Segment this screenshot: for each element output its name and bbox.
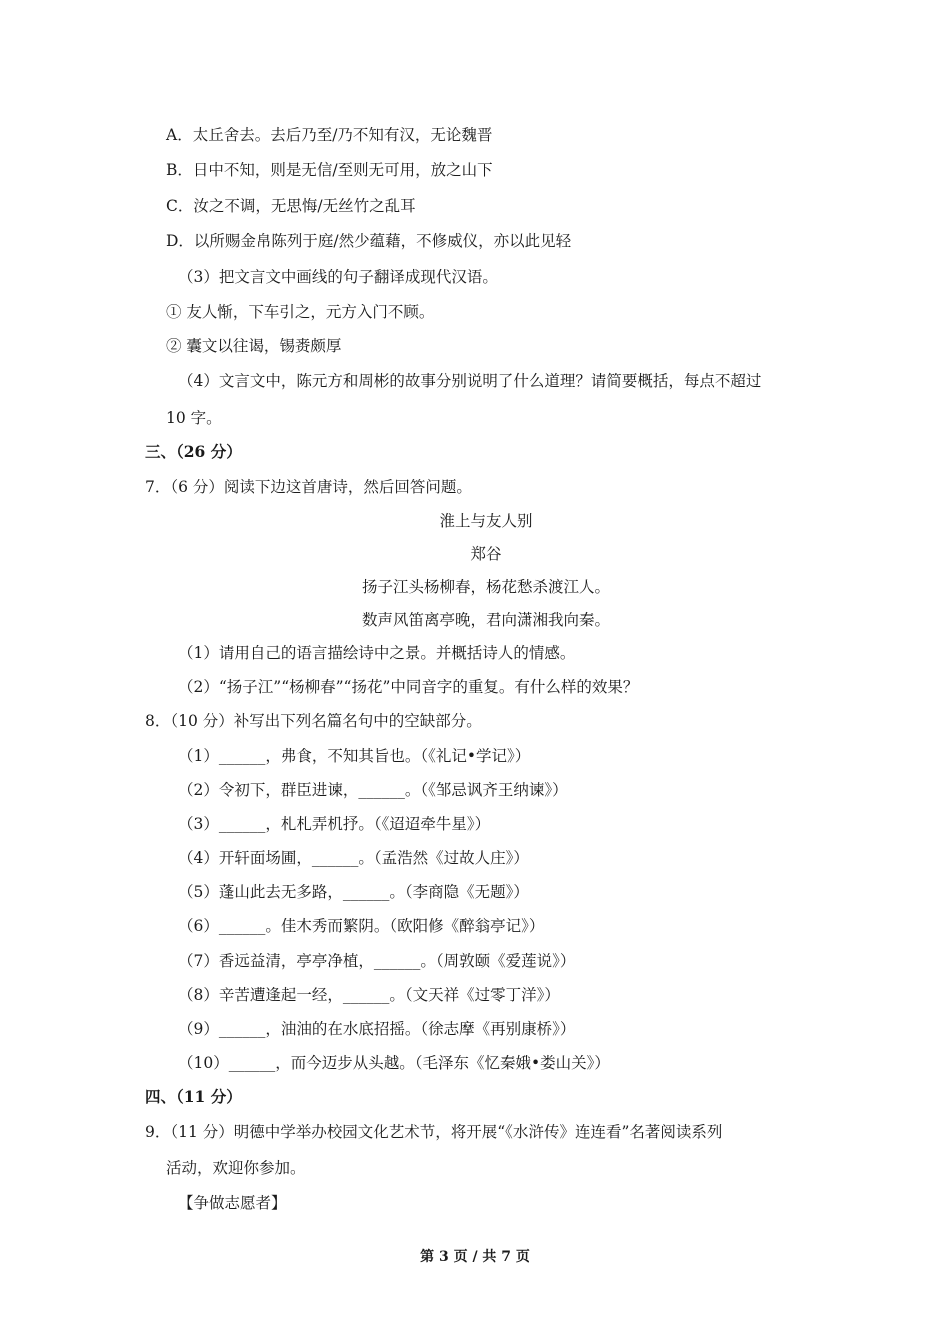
q9-stem-line2: 活动，欢迎你参加。 [166, 1159, 306, 1177]
q6-option-d: D．以所赐金帛陈列于庭/然少蕴藉，不修威仪，亦以此见轻 [166, 232, 572, 250]
q8-item: （4）开轩面场圃，______。（孟浩然《过故人庄》） [178, 849, 529, 867]
q8-item: （3）______，札札弄机抒。（《迢迢牵牛星》） [178, 815, 491, 833]
poem-author: 郑谷 [470, 545, 502, 563]
q8-item: （1）______，弗食，不知其旨也。（《礼记•学记》） [178, 747, 531, 765]
poem-line-1: 扬子江头杨柳春，杨花愁杀渡江人。 [361, 578, 610, 596]
q7-part2: （2）“扬子江”“杨柳春”“扬花”中同音字的重复。有什么样的效果？ [178, 678, 639, 696]
q9-stem-line1: 9．（11 分）明德中学举办校园文化艺术节，将开展“《水浒传》连连看”名著阅读系列 [145, 1123, 723, 1141]
q8-item: （2）令初下，群臣进谏，______。（《邹忌讽齐王纳谏》） [178, 781, 568, 799]
poem-title: 淮上与友人别 [439, 512, 533, 530]
q7-part1: （1）请用自己的语言描绘诗中之景。并概括诗人的情感。 [178, 644, 576, 662]
q8-item: （10）______，而今迈步从头越。（毛泽东《忆秦娥•娄山关》） [178, 1054, 610, 1072]
q6-part3-item2: ② 囊文以往谒，锡赉颇厚 [166, 337, 342, 355]
q8-item: （9）______，油油的在水底招摇。（徐志摩《再别康桥》） [178, 1020, 576, 1038]
q6-part3: （3）把文言文中画线的句子翻译成现代汉语。 [178, 268, 498, 286]
poem-line-2: 数声风笛离亭晚，君向潇湘我向秦。 [361, 611, 610, 629]
q6-option-c: C．汝之不调，无思悔/无丝竹之乱耳 [166, 197, 416, 215]
q8-item: （5）蓬山此去无多路，______。（李商隐《无题》） [178, 883, 529, 901]
q8-item: （6）______。佳木秀而繁阴。（欧阳修《醉翁亭记》） [178, 917, 545, 935]
q8-item: （8）辛苦遭逢起一经，______。（文天祥《过零丁洋》） [178, 986, 560, 1004]
page-footer: 第 3 页 / 共 7 页 [420, 1249, 530, 1265]
section-4-heading: 四、（11 分） [145, 1087, 242, 1106]
section-3-heading: 三、（26 分） [145, 442, 242, 461]
q6-part3-item1: ① 友人惭，下车引之，元方入门不顾。 [166, 303, 435, 321]
q8-stem: 8．（10 分）补写出下列名篇名句中的空缺部分。 [145, 712, 482, 730]
q7-stem: 7．（6 分）阅读下边这首唐诗，然后回答问题。 [145, 478, 472, 496]
q6-option-a: A．太丘舍去。去后乃至/乃不知有汉，无论魏晋 [166, 126, 493, 144]
q8-item: （7）香远益清，亭亭净植，______。（周敦颐《爱莲说》） [178, 952, 576, 970]
q6-option-b: B．日中不知，则是无信/至则无可用，放之山下 [166, 161, 493, 179]
q6-part4-line2: 10 字。 [166, 409, 222, 427]
q9-subheading: 【争做志愿者】 [178, 1194, 287, 1212]
q6-part4-line1: （4）文言文中，陈元方和周彬的故事分别说明了什么道理？请简要概括，每点不超过 [178, 372, 762, 390]
